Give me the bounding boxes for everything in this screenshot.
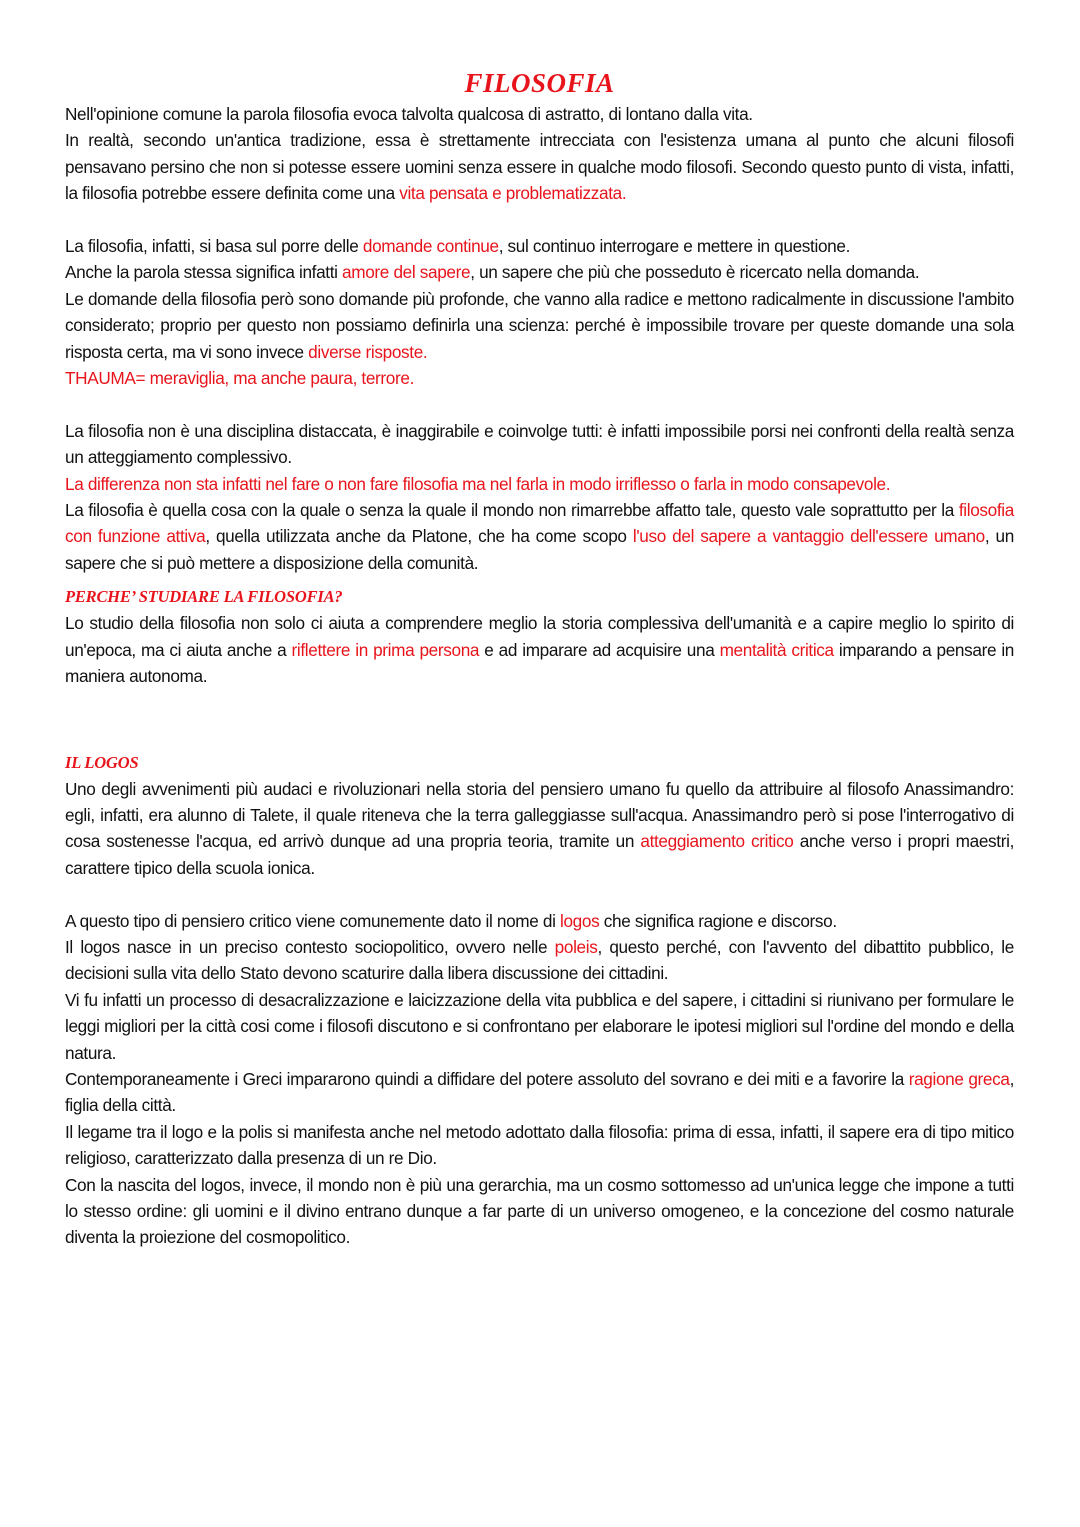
document-title: FILOSOFIA [464, 68, 615, 98]
discipline-paragraph-2 [65, 471, 1014, 497]
heading-why-study: PERCHE’ STUDIARE LA FILOSOFIA? [65, 587, 343, 607]
text: A questo tipo di pensiero critico viene comunemente dato il nome di [65, 910, 560, 931]
logos-paragraph-3 [65, 934, 1014, 987]
highlight-mentalita-critica: mentalità critica [719, 639, 834, 660]
text: , questo perché, con l'avvento del dibattito pubblico, le decisioni sulla vita dello Stato devono scaturire dalla libera discussione dei cittadini. [65, 936, 1014, 984]
text: Le domande della filosofia però sono domande più profonde, che vanno alla radice e mettono radicalmente in discussione l'ambito considerato; proprio per questo non possiamo definirla una scienza: perché è impossibile trovare per queste domande una sola risposta certa, ma vi sono invece [65, 288, 1014, 362]
spacer [65, 690, 1014, 742]
highlight-logos: logos [560, 910, 600, 931]
text: In realtà, secondo un'antica tradizione, essa è strettamente intrecciata con l'esistenza umana al punto che alcuni filosofi pensavano persino che non si potesse essere uomini senza essere in qualche modo filosofi. Secondo questo punto di vista, infatti, la filosofia potrebbe essere definita come una [65, 130, 1014, 204]
text: e ad imparare ad acquisire una [479, 639, 720, 660]
section-why-study [65, 584, 1014, 689]
text: , un sapere che si può mettere a disposizione della comunità. [65, 526, 1014, 573]
spacer [65, 207, 1014, 233]
section-intro [65, 101, 1014, 207]
logos-paragraph-5 [65, 1066, 1014, 1119]
highlight-diverse-risposte: diverse risposte. [308, 341, 428, 362]
highlight-uso-del-sapere: l'uso del sapere a vantaggio dell'essere umano [632, 526, 985, 547]
text: , quella utilizzata anche da Platone, che ha come scopo [205, 526, 633, 547]
discipline-paragraph-3 [65, 497, 1014, 576]
intro-paragraph-2 [65, 127, 1014, 206]
why-study-paragraph [65, 610, 1014, 689]
logos-paragraph-7 [65, 1172, 1014, 1251]
text: La filosofia è quella cosa con la quale o senza la quale il mondo non rimarrebbe affatto tale, questo vale soprattutto per la [65, 500, 959, 521]
text: Con la nascita del logos, invece, il mondo non è più una gerarchia, ma un cosmo sottomesso ad un'unica legge che impone a tutti lo stesso ordine: gli uomini e il divino entrano dunque a far parte di un universo omogeneo, e la concezione del cosmo naturale diventa la proiezione del cosmopolitico. [65, 1174, 1014, 1248]
text: Contemporaneamente i Greci impararono quindi a diffidare del potere assoluto del sovrano e dei miti e a favorire la [65, 1068, 909, 1089]
highlight-funzione-attiva: filosofia con funzione attiva [65, 500, 1014, 547]
text: Lo studio della filosofia non solo ci aiuta a comprendere meglio la storia complessiva dell'umanità e a capire meglio lo spirito di un'epoca, ma ci aiuta anche a [65, 613, 1014, 660]
section-logos [65, 750, 1014, 1251]
text: anche verso i propri maestri, carattere tipico della scuola ionica. [65, 831, 1014, 878]
logos-paragraph-1 [65, 776, 1014, 882]
text: La filosofia non è una disciplina distaccata, è inaggirabile e coinvolge tutti: è infatti impossibile porsi nei confronti della realtà senza un atteggiamento complessivo. [65, 420, 1014, 468]
text: Il legame tra il logo e la polis si manifesta anche nel metodo adottato dalla filosofia: prima di essa, infatti, il sapere era di tipo mitico religioso, caratterizzato dalla presenza di un re Dio. [65, 1121, 1014, 1169]
text: Nell'opinione comune la parola filosofia evoca talvolta qualcosa di astratto, di lontano dalla vita. [65, 104, 753, 124]
text: La filosofia, infatti, si basa sul porre delle [65, 236, 363, 257]
questions-paragraph-2 [65, 259, 1014, 285]
intro-paragraph-1 [65, 101, 1014, 127]
spacer [65, 881, 1014, 907]
highlight-ragione-greca: ragione greca [908, 1068, 1010, 1089]
text: , un sapere che più che posseduto è ricercato nella domanda. [470, 262, 920, 283]
text: Uno degli avvenimenti più audaci e rivoluzionari nella storia del pensiero umano fu quello da attribuire al filosofo Anassimandro: egli, infatti, era alunno di Talete, il quale riteneva che la terra galleggiasse sull'acqua. Anassimandro però si pose l'interrogativo di cosa sostenesse l'acqua, ed arrivò dunque ad una propria teoria, tramite un [65, 778, 1014, 852]
highlight-vita-pensata: vita pensata e problematizzata. [399, 183, 627, 204]
spacer [65, 391, 1014, 417]
logos-paragraph-6 [65, 1119, 1014, 1172]
text: che significa ragione e discorso. [599, 910, 837, 931]
heading-logos: IL LOGOS [65, 752, 139, 772]
questions-paragraph-3 [65, 286, 1014, 365]
highlight-domande-continue: domande continue [362, 236, 499, 257]
thauma-definition [65, 365, 1014, 391]
questions-paragraph-1 [65, 233, 1014, 259]
highlight-atteggiamento-critico: atteggiamento critico [640, 831, 794, 852]
text: Il logos nasce in un preciso contesto sociopolitico, ovvero nelle [65, 936, 555, 957]
text: imparando a pensare in maniera autonoma. [65, 639, 1015, 687]
text: , sul continuo interrogare e mettere in questione. [498, 236, 850, 257]
text: Anche la parola stessa significa infatti [65, 262, 343, 283]
text: Vi fu infatti un processo di desacralizzazione e laicizzazione della vita pubblica e del sapere, i cittadini si riunivano per formulare le leggi migliori per la città cosi come i filosofi discutono e si confrontano per elaborare le ipotesi migliori sul l'ordine del mondo e della natura. [65, 989, 1014, 1063]
spacer [65, 576, 1014, 584]
highlight-thauma: THAUMA= meraviglia, ma anche paura, terrore. [65, 368, 415, 389]
highlight-differenza: La differenza non sta infatti nel fare o non fare filosofia ma nel farla in modo irriflesso o farla in modo consapevole. [65, 473, 891, 494]
text: , figlia della città. [65, 1068, 1014, 1116]
section-questions [65, 233, 1014, 391]
section-discipline [65, 418, 1014, 576]
document-page [65, 68, 1014, 1251]
logos-paragraph-4 [65, 987, 1014, 1066]
spacer [65, 742, 1014, 750]
highlight-amore-del-sapere: amore del sapere [342, 262, 471, 283]
highlight-riflettere: riflettere in prima persona [291, 639, 480, 660]
logos-paragraph-2 [65, 908, 1014, 934]
discipline-paragraph-1 [65, 418, 1014, 471]
highlight-poleis: poleis [554, 936, 598, 957]
